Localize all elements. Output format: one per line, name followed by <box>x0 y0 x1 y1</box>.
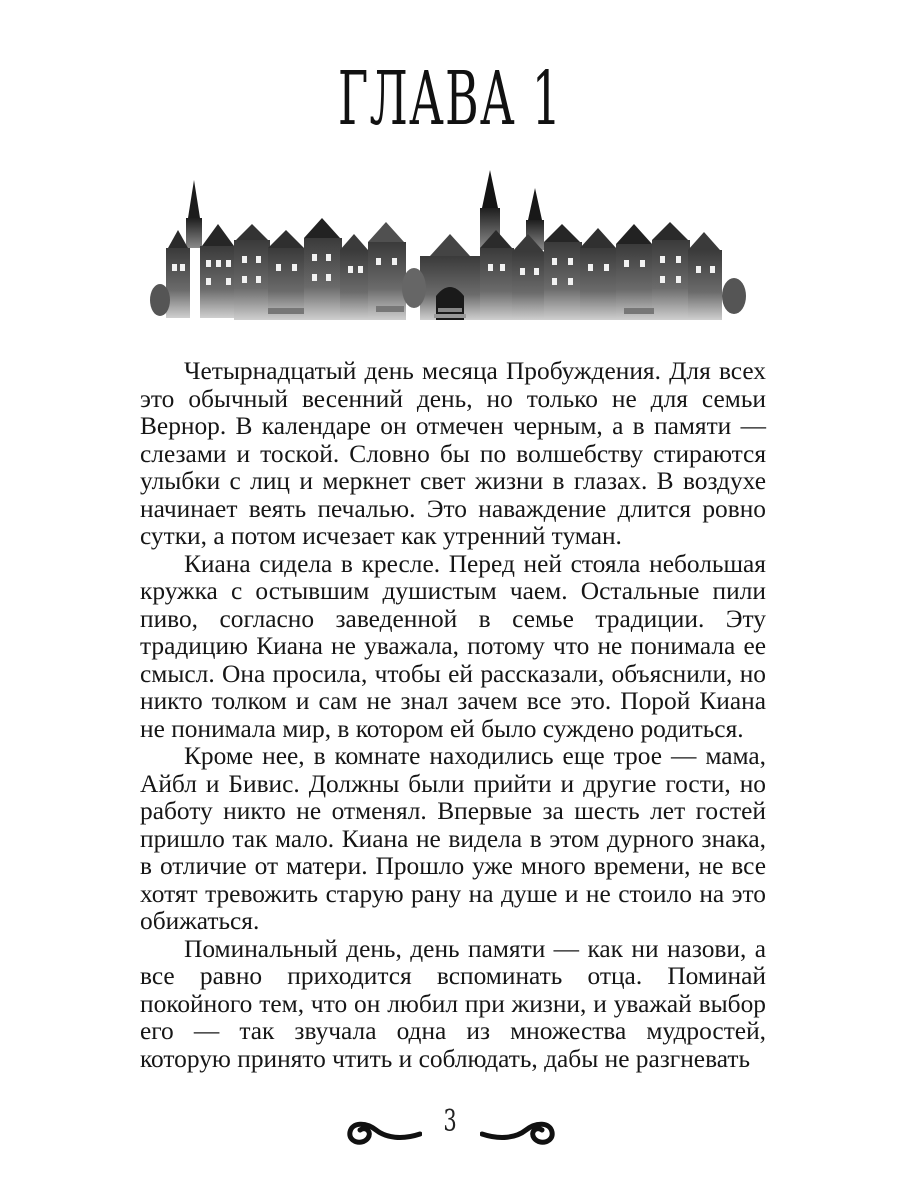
town-skyline-icon <box>148 168 752 336</box>
chapter-text <box>140 358 766 1073</box>
paragraph: Четырнадцатый день месяца Пробуждения. Для всех это обычный весенний день, но только не для семьи Вернор. В календаре он отмечен черным, а в памяти — слезами и тоской. Словно бы по волшебству стираются улыбки с лиц и меркнет свет жизни в глазах. В воздухе начинает веять печалью. Это наваждение длится ровно сутки, а потом исчезает как утренний туман. <box>140 357 766 550</box>
chapter-title: ГЛАВА 1 <box>337 56 563 142</box>
paragraph: Кроме нее, в комнате находились еще трое — мама, Айбл и Бивис. Должны были прийти и другие гости, но работу никто не отменял. Впервые за шесть лет гостей пришло так мало. Киана не видела в этом дурного знака, в отличие от матери. Прошло уже много времени, не все хотят тревожить старую рану на душе и не стоило на это обижаться. <box>140 742 766 935</box>
page-number: 3 <box>443 1104 457 1139</box>
paragraph: Поминальный день, день памяти — как ни назови, а все равно приходится вспоминать отца. Поминай покойного тем, что он любил при жизни, и уважай выбор его — так звучала одна из множества мудростей, которую принято чтить и соблюдать, дабы не разгневать <box>140 934 766 1073</box>
page-footer <box>0 1100 900 1160</box>
swirl-ornament-left-icon <box>342 1104 422 1150</box>
paragraph: Киана сидела в кресле. Перед ней стояла небольшая кружка с остывшим душистым чаем. Остальные пили пиво, согласно заведенной в семье традиции. Эту традицию Киана не уважала, потому что не понимала ее смысл. Она просила, чтобы ей рассказали, объяснили, но никто толком и сам не знал зачем все это. Порой Киана не понимала мир, в котором ей было суждено родиться. <box>140 549 766 743</box>
swirl-ornament-right-icon <box>480 1104 560 1150</box>
